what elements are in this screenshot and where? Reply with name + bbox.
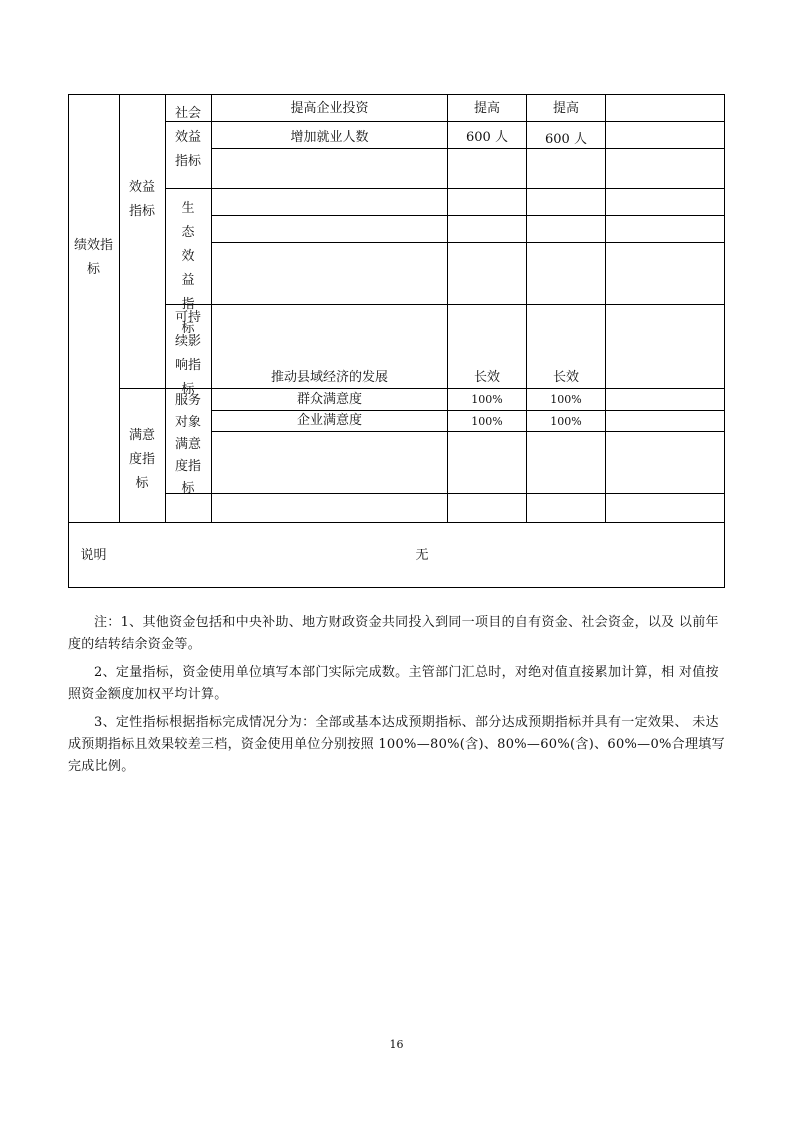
table-hline	[165, 493, 725, 494]
table-vline	[526, 94, 527, 522]
page-number: 16	[389, 1038, 404, 1051]
explanation-value: 无	[415, 547, 429, 563]
indicator-cell: 群众满意度	[296, 392, 362, 407]
table-vline	[211, 94, 212, 522]
benefit-indicator-label: 效益指标	[128, 180, 155, 219]
target-cell: 100%	[471, 393, 503, 406]
table-hline	[165, 188, 725, 189]
note-1: 注：1、其他资金包括和中央补助、地方财政资金共同投入到同一项目的自有资金、社会资金，以及 以前年度的结转结余资金等。	[68, 615, 719, 652]
table-vline	[119, 94, 120, 522]
table-hline	[211, 215, 725, 216]
performance-indicator-table	[68, 94, 725, 588]
indicator-cell: 推动县域经济的发展	[270, 369, 388, 385]
table-border-left	[68, 94, 69, 588]
explanation-label: 说明	[80, 547, 107, 563]
target-cell: 提高	[473, 100, 500, 116]
performance-indicator-label: 绩效指标	[73, 238, 113, 277]
actual-cell: 长效	[552, 369, 579, 385]
actual-cell: 600 人	[545, 131, 587, 147]
table-border-right	[724, 94, 725, 588]
table-vline	[165, 94, 166, 522]
actual-cell: 100%	[550, 415, 582, 428]
actual-cell: 提高	[552, 100, 579, 116]
table-vline	[447, 94, 448, 522]
service-satisfaction-label: 服务对象满意度指标	[174, 393, 201, 496]
sustainable-impact-label: 可持续影响指标	[174, 310, 201, 397]
table-hline	[165, 304, 725, 305]
actual-cell: 100%	[550, 393, 582, 406]
note-3: 3、定性指标根据指标完成情况分为：全部或基本达成预期指标、部分达成预期指标并具有一定效果、 未达成预期指标且效果较差三档，资金使用单位分别按照 100%—80%(含)、80%—60%(含)、60%—0%合理填写完成比例。	[68, 715, 725, 774]
table-notes	[68, 612, 728, 784]
satisfaction-indicator-label: 满意度指标	[128, 428, 155, 491]
target-cell: 100%	[471, 415, 503, 428]
ecological-benefit-label: 生态效益指标	[181, 201, 195, 336]
table-hline	[165, 121, 725, 122]
note-2: 2、定量指标，资金使用单位填写本部门实际完成数。主管部门汇总时，对绝对值直接累加计算，相 对值按照资金额度加权平均计算。	[68, 665, 719, 702]
target-cell: 600 人	[466, 129, 508, 145]
table-border-top	[68, 94, 725, 95]
indicator-cell: 企业满意度	[296, 413, 362, 428]
indicator-cell: 提高企业投资	[290, 100, 369, 116]
table-hline	[211, 242, 725, 243]
indicator-cell: 增加就业人数	[290, 129, 369, 145]
table-vline	[605, 94, 606, 522]
table-border-bottom	[68, 587, 725, 588]
social-benefit-label: 社会效益指标	[174, 106, 201, 169]
target-cell: 长效	[473, 369, 500, 385]
